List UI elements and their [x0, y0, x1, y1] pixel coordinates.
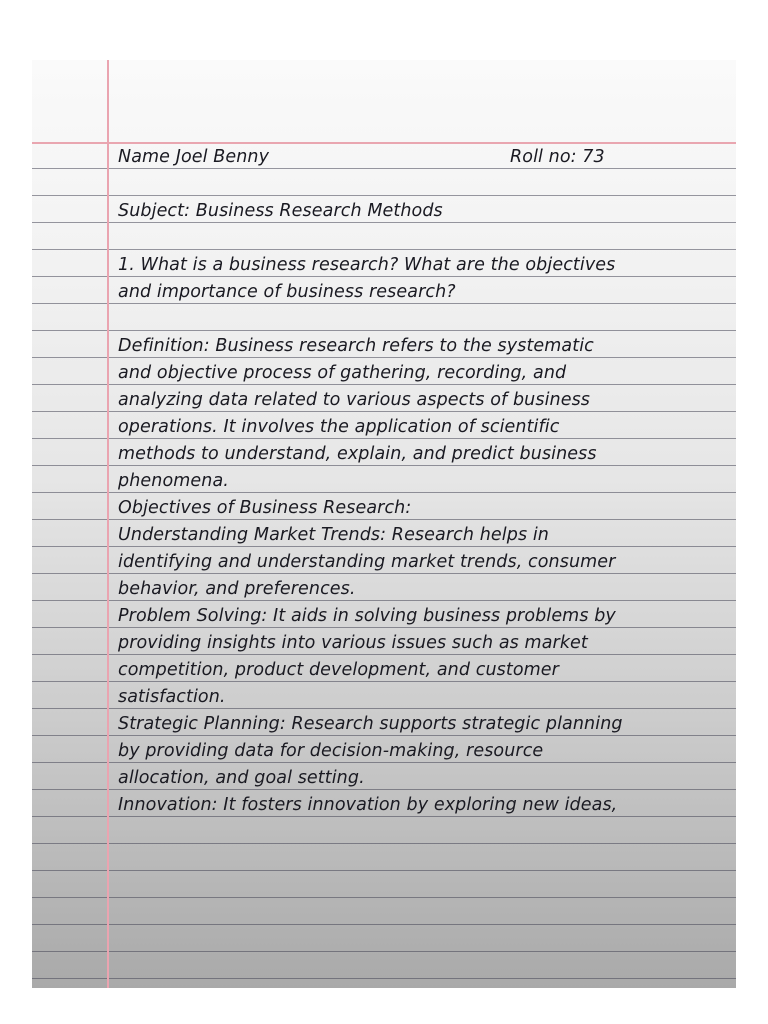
ruled-line [32, 924, 736, 925]
question-line: and importance of business research? [118, 282, 456, 302]
answer-line: Innovation: It fosters innovation by exploring new ideas, [118, 795, 618, 815]
answer-line: identifying and understanding market trends, consumer [118, 552, 616, 572]
ruled-line [32, 897, 736, 898]
answer-line: operations. It involves the application of scientific [118, 417, 560, 437]
answer-line: Understanding Market Trends: Research helps in [118, 525, 549, 545]
answer-line: Strategic Planning: Research supports strategic planning [118, 714, 623, 734]
margin-line [107, 60, 109, 988]
answer-line: phenomena. [118, 471, 229, 491]
answer-line: Problem Solving: It aids in solving business problems by [118, 606, 616, 626]
name-text: Name Joel Benny [118, 147, 270, 167]
roll-number: Roll no: 73 [510, 147, 605, 167]
ruled-line [32, 843, 736, 844]
answer-line: allocation, and goal setting. [118, 768, 365, 788]
notebook-page [32, 60, 736, 988]
question-line: 1. What is a business research? What are the objectives [118, 255, 616, 275]
answer-line: providing insights into various issues such as market [118, 633, 588, 653]
ruled-line [32, 870, 736, 871]
answer-line: behavior, and preferences. [118, 579, 356, 599]
name-line [118, 144, 730, 171]
ruled-line [32, 978, 736, 979]
answer-line: satisfaction. [118, 687, 226, 707]
handwritten-text [118, 144, 730, 819]
answer-line: Objectives of Business Research: [118, 498, 412, 518]
answer-line: Definition: Business research refers to the systematic [118, 336, 594, 356]
answer-line: methods to understand, explain, and predict business [118, 444, 597, 464]
answer-line: analyzing data related to various aspects of business [118, 390, 591, 410]
answer-line: and objective process of gathering, recording, and [118, 363, 567, 383]
answer-line: by providing data for decision-making, resource [118, 741, 544, 761]
subject-line: Subject: Business Research Methods [118, 201, 443, 221]
ruled-line [32, 951, 736, 952]
answer-line: competition, product development, and customer [118, 660, 559, 680]
